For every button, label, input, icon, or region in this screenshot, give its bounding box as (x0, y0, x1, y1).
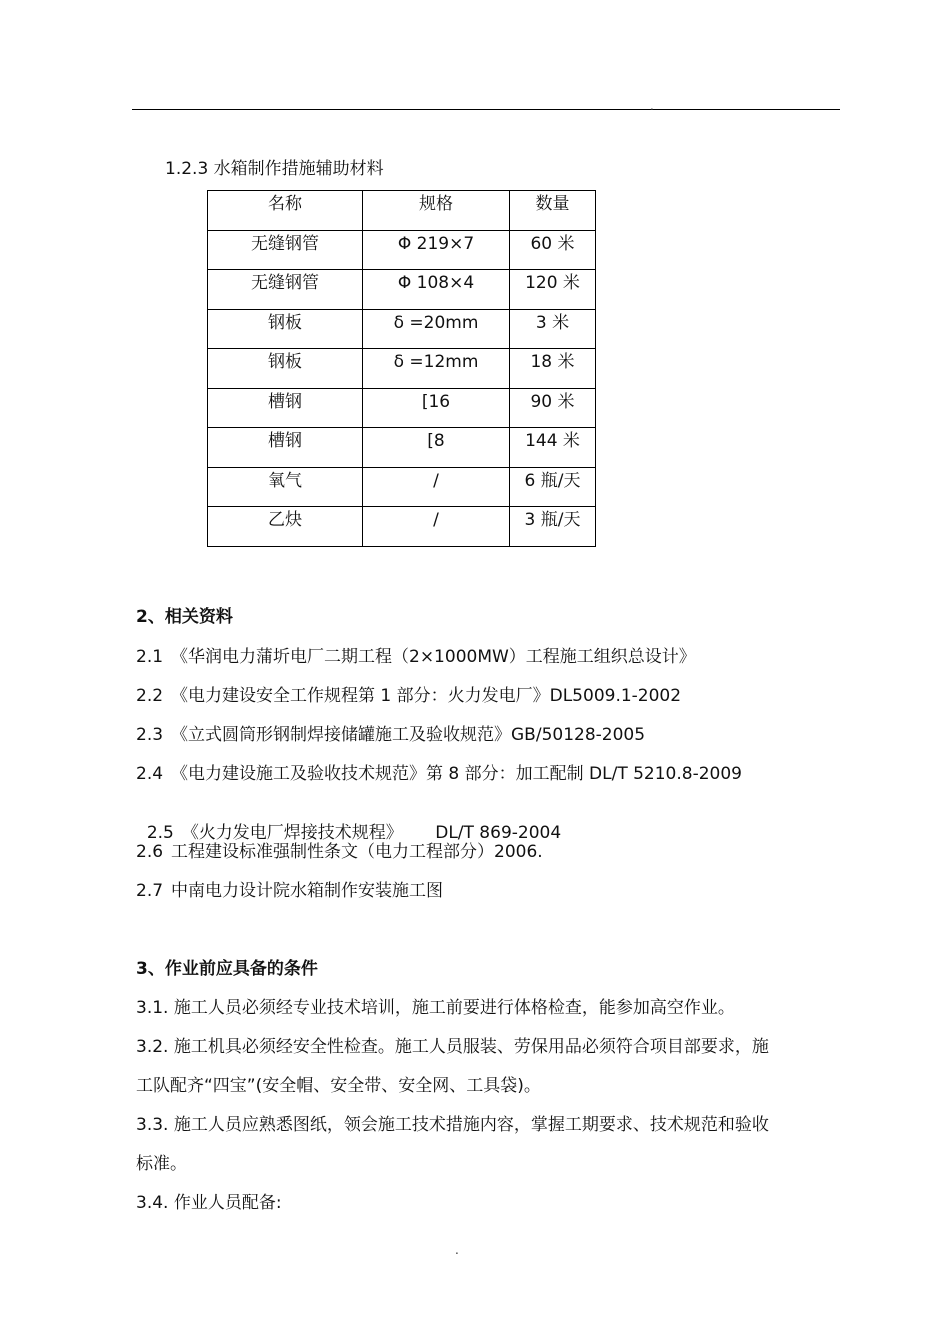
reference-number: 2.6 (136, 842, 164, 862)
reference-text: 中南电力设计院水箱制作安装施工图 (171, 881, 443, 901)
table-cell: / (363, 507, 510, 547)
table-cell: 60 米 (510, 230, 596, 270)
reference-number: 2.3 (136, 725, 164, 745)
paragraph-line: 3.3. 施工人员应熟悉图纸，领会施工技术措施内容，掌握工期要求、技术规范和验收 (136, 1115, 769, 1135)
table-cell: 氧气 (208, 467, 363, 507)
header-cell-spec: 规格 (363, 191, 510, 231)
table-cell: Φ 219×7 (363, 230, 510, 270)
materials-table (207, 190, 596, 547)
table-row (208, 388, 596, 428)
table-cell: δ =20mm (363, 309, 510, 349)
paragraph-line: 3.1. 施工人员必须经专业技术培训，施工前要进行体格检查，能参加高空作业。 (136, 998, 735, 1018)
table-cell: 3 米 (510, 309, 596, 349)
reference-item (136, 642, 696, 667)
table-row (208, 428, 596, 468)
table-cell: [16 (363, 388, 510, 428)
table-cell: 无缝钢管 (208, 270, 363, 310)
reference-item (136, 720, 645, 745)
table-cell: 乙炔 (208, 507, 363, 547)
header-cell-name: 名称 (208, 191, 363, 231)
table-cell: 3 瓶/天 (510, 507, 596, 547)
section-1-2-3-title: 1.2.3 水箱制作措施辅助材料 (165, 159, 384, 179)
table-cell: 槽钢 (208, 388, 363, 428)
header-mark: . (650, 99, 654, 113)
reference-text: 《华润电力蒲圻电厂二期工程（2×1000MW）工程施工组织总设计》 (171, 647, 696, 667)
table-row (208, 230, 596, 270)
section-3-title: 3、作业前应具备的条件 (136, 959, 318, 979)
header-rule (132, 109, 840, 110)
paragraph-line: 3.2. 施工机具必须经安全性检查。施工人员服装、劳保用品必须符合项目部要求，施 (136, 1037, 769, 1057)
table-cell: / (363, 467, 510, 507)
table-row (208, 467, 596, 507)
paragraph-line: 标准。 (136, 1154, 187, 1174)
reference-text: 工程建设标准强制性条文（电力工程部分）2006. (171, 842, 543, 862)
table-cell: 槽钢 (208, 428, 363, 468)
table-cell: 6 瓶/天 (510, 467, 596, 507)
reference-item (136, 876, 443, 901)
reference-item (136, 837, 543, 862)
paragraph-line: 工队配齐“四宝”(安全帽、安全带、安全网、工具袋)。 (136, 1076, 541, 1096)
reference-item (136, 759, 742, 784)
reference-number: 2.1 (136, 647, 164, 667)
table-row (208, 507, 596, 547)
reference-number: 2.4 (136, 764, 164, 784)
footer-mark: . (455, 1243, 459, 1257)
table-cell: Φ 108×4 (363, 270, 510, 310)
reference-item (136, 681, 681, 706)
table-row (208, 309, 596, 349)
table-cell: 无缝钢管 (208, 230, 363, 270)
table-cell: 90 米 (510, 388, 596, 428)
reference-number: 2.2 (136, 686, 164, 706)
table-cell: 144 米 (510, 428, 596, 468)
table-cell: [8 (363, 428, 510, 468)
reference-text: 《电力建设施工及验收技术规范》第 8 部分：加工配制 DL/T 5210.8-2009 (171, 764, 742, 784)
table-cell: 18 米 (510, 349, 596, 389)
header-cell-qty: 数量 (510, 191, 596, 231)
table-cell: 钢板 (208, 309, 363, 349)
reference-text: 《火力发电厂焊接技术规程》 DL/T 869-2004 (181, 823, 562, 843)
section-2-title: 2、相关资料 (136, 607, 233, 627)
table-cell: 钢板 (208, 349, 363, 389)
reference-number: 2.5 (146, 823, 174, 843)
table-header-row (208, 191, 596, 231)
table-row (208, 270, 596, 310)
table-cell: δ =12mm (363, 349, 510, 389)
table-row (208, 349, 596, 389)
reference-text: 《电力建设安全工作规程第 1 部分：火力发电厂》DL5009.1-2002 (171, 686, 682, 706)
table-cell: 120 米 (510, 270, 596, 310)
paragraph-line: 3.4. 作业人员配备: (136, 1193, 282, 1213)
reference-number: 2.7 (136, 881, 164, 901)
reference-text: 《立式圆筒形钢制焊接储罐施工及验收规范》GB/50128-2005 (171, 725, 646, 745)
